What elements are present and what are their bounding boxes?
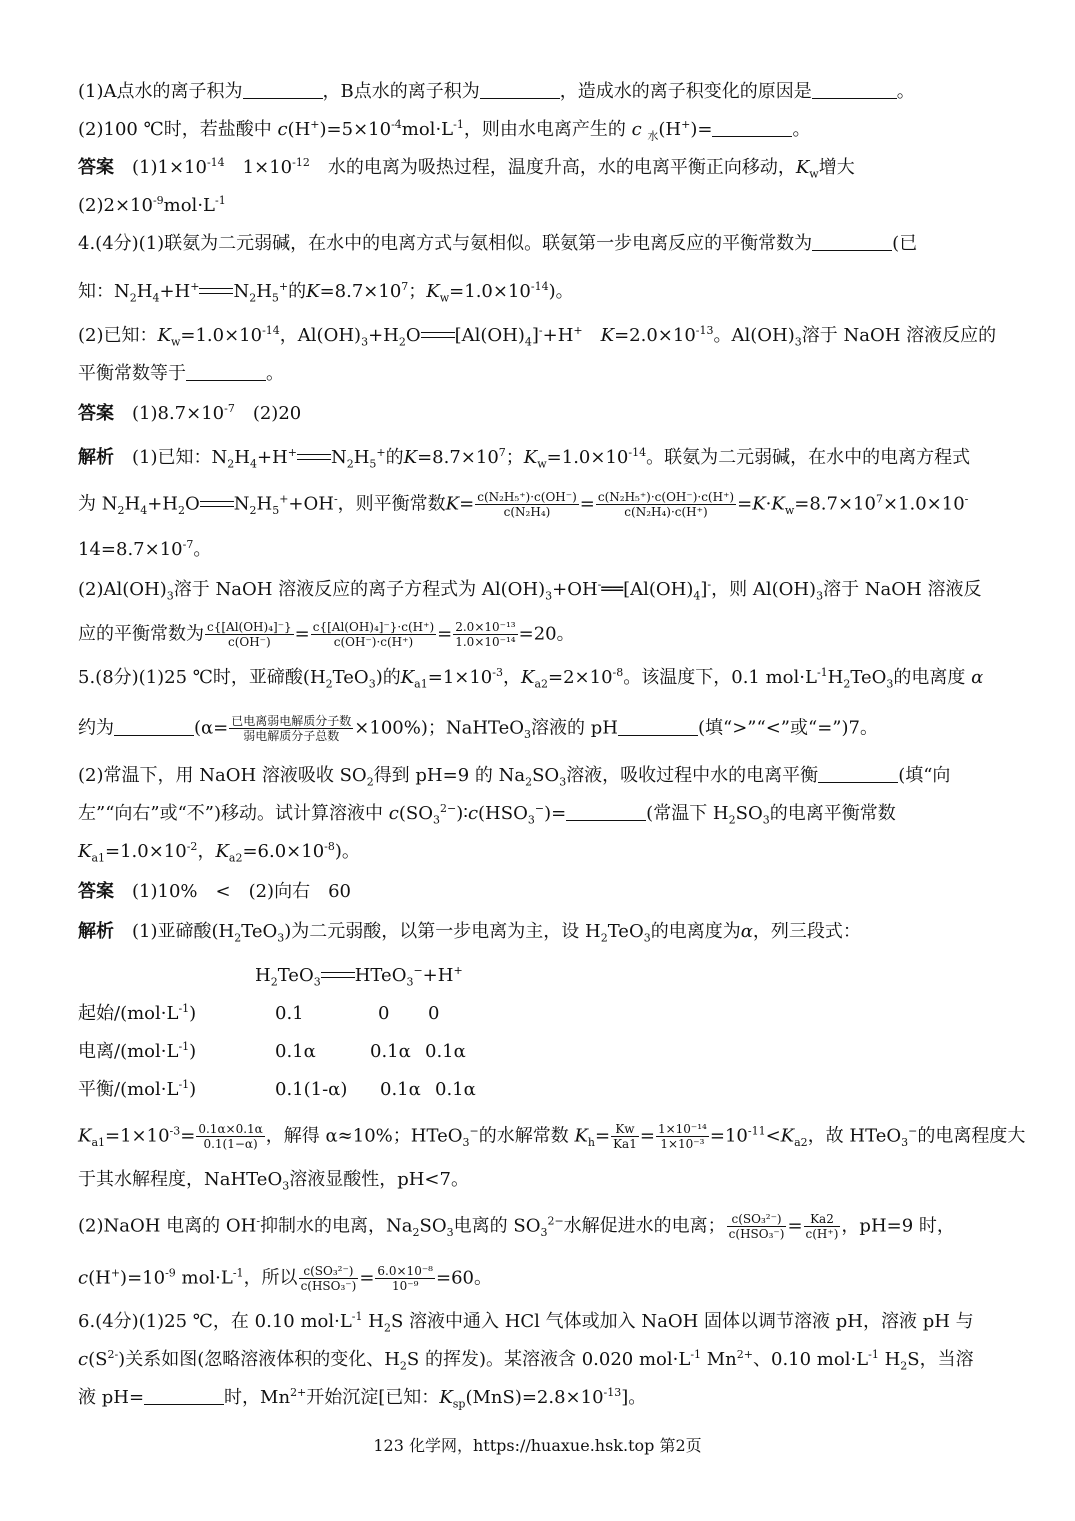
q4-part1-given: 知：$N_2H_4+H^+$ $N_2H_5^+$的$K=8.7\times 10^7$；$K_w=1.0\times 10^{-14}$)。 (78, 280, 574, 305)
q6-part1: 6.(4分)(1)25 ℃，在 0.10 $mol\cdot L^{-1}$ $H_2S$ 溶液中通入 HCl 气体或加入 NaOH 固体以调节溶液 pH，溶液 pH 与 (78, 1310, 974, 1335)
fraction: $\frac{\text{2.0×10⁻¹³}}{\text{1.0×10⁻¹⁴}}$ (455, 620, 516, 649)
answer-blank (566, 802, 646, 821)
q5-table-row-equilibrium: 平衡$/(mol\cdot L^{-1})$ 0.1(1-α) 0.1α 0.1α (78, 1078, 476, 1100)
fraction: $\frac{\text{6.0×10⁻⁸}}{\text{10⁻⁹}}$ (377, 1264, 433, 1293)
q3-part1: (1)A点水的离子积为 ，B点水的离子积为 ，造成水的离子积变化的原因是 。 (78, 81, 915, 102)
answer-blank (480, 80, 560, 99)
fraction: $\frac{0.1\alpha\times 0.1\alpha}{0.1(1-\alpha)}$ (198, 1122, 263, 1151)
fraction: $\frac{\text{已电离弱电解质分子数}}{\text{弱电解质分子总数}}$ (231, 714, 352, 743)
fraction: $\frac{\text{c(SO₃²⁻)}}{\text{c(HSO₃⁻)}}$ (728, 1212, 785, 1241)
fraction: $\frac{\text{c\{[Al(OH)₄]⁻\}}}{c(OH^-)}$ (207, 620, 292, 649)
page-footer: 123 化学网，https://huaxue.hsk.top 第2页 (373, 1436, 702, 1455)
q3-answer: 答案 $(1)1\times 10^{-14}$ $1\times 10^{-12}$ 水的电离为吸热过程，温度升高，水的电离平衡正向移动，$K_w$增大 (78, 156, 855, 181)
q3-part2: (2)100 ℃时，若盐酸中 $c(H^+)=5\times 10^{-4}mol\cdot L^{-1}$，则由水电离产生的 c $_水$(H+)= 。 (78, 118, 811, 143)
q4-part2: (2)已知：$K_w=1.0\times 10^{-14}$，$Al(OH)_3+H_2O$ $[Al(OH)_4]^-+H^+$ $K=2.0\times 10^{-13}$。$Al(OH)_3$溶于 NaOH 溶液反应的 (78, 324, 997, 349)
q5-part2-c: $K_{a1}=1.0\times 10^{-2}$，$K_{a2}=6.0\times 10^{-8}$)。 (78, 840, 360, 865)
answer-blank (812, 80, 897, 99)
q5-table-row-initial: 起始$/(mol\cdot L^{-1})$ 0.1 0 0 (78, 1002, 440, 1024)
q5-part2: (2)常温下，用 NaOH 溶液吸收 $SO_2$得到 pH=9 的 $Na_2SO_3$溶液，吸收过程中水的电离平衡 (填“向 (78, 765, 951, 789)
fraction: $\frac{\text{c(N₂H₅⁺)·c(OH⁻)·c(H⁺)}}{\text{c(N₂H₄)·c(H⁺)}}$ (597, 490, 735, 519)
q5-table-row-ionized: 电离$/(mol\cdot L^{-1})$ 0.1α 0.1α 0.1α (78, 1040, 466, 1062)
answer-blank (186, 362, 266, 381)
q5-analysis-2: 于其水解程度，NaHTeO$_3$溶液显酸性，pH<7。 (78, 1169, 469, 1193)
q4-answer: 答案 $(1)8.7\times 10^{-7}$ (2)20 (78, 402, 302, 424)
fraction: $\frac{\text{c(SO₃²⁻)}}{\text{c(HSO₃⁻)}}$ (300, 1264, 357, 1293)
answer-blank (812, 232, 892, 251)
q4-analysis-1: 解析 (1)已知：$N_2H_4+H^+$ $N_2H_5^+$的$K=8.7\times 10^7$；$K_w=1.0\times 10^{-14}$。联氨为二元弱碱，在水中的电离方程式 (78, 446, 971, 471)
q4-analysis-3: $14=8.7\times 10^{-7}$。 (78, 538, 212, 560)
q3-answer-2: $(2)2\times 10^{-9}mol\cdot L^{-1}$ (78, 194, 226, 216)
answer-blank (144, 1386, 224, 1405)
q4-analysis-2: 为 $N_2H_4+H_2O$ $N_2H_5^++OH^-$，则平衡常数K= $\frac{\text{c(N₂H₅⁺)·c(OH⁻)}}{\text{c(N₂H₄)}}$ = $\frac{\text{c(N₂H₅⁺)·c(OH⁻)·c(H⁺)}}{\text{c(N₂H₄)·c(H⁺)}}$ $=K\cdot K_w=8.7\times 10^7\times 1.0\times 10^-$ (78, 490, 969, 519)
fraction: $\frac{\text{c(N₂H₅⁺)·c(OH⁻)}}{\text{c(N₂H₄)}}$ (477, 490, 577, 519)
q5-analysis-1: 解析 (1)亚碲酸$(H_2TeO_3)$为二元弱酸，以第一步电离为主，设 $H_2TeO_3$的电离度为α，列三段式： (78, 921, 861, 945)
fraction: $\frac{\text{c\{[Al(OH)₄]⁻\}·c(H⁺)}}{c(OH^-)\cdot c(H^+)}$ (312, 620, 435, 649)
q5-part2-b: 左”“向右”或“不”)移动。试计算溶液中 $c(SO_3^{2-})∶c(HSO_3^-)=$ (常温下 $H_2SO_3$的电离平衡常数 (78, 802, 896, 827)
q4-part1: 4.(4分)(1)联氨为二元弱碱，在水中的电离方式与氨相似。联氨第一步电离反应的平衡常数为 (已 (78, 233, 918, 254)
answer-blank (712, 118, 792, 137)
q5-analysis-3: (2)NaOH 电离的 OH-抑制水的电离，$Na_2SO_3$电离的 $SO_3^{2-}$水解促进水的电离； $\frac{\text{c(SO₃²⁻)}}{\text{c(HSO₃⁻)}}$ = $\frac{Ka2}{c(H^+)}$ ，pH=9 时， (78, 1212, 955, 1241)
q5-analysis-4: $c(H^+)=10^{-9}$ $mol\cdot L^{-1}$，所以 $\frac{\text{c(SO₃²⁻)}}{\text{c(HSO₃⁻)}}$ = $\frac{\text{6.0×10⁻⁸}}{\text{10⁻⁹}}$ =60。 (78, 1264, 492, 1293)
answer-blank (818, 764, 898, 783)
equilibrium-arrow (200, 498, 234, 512)
equilibrium-arrow (321, 969, 355, 983)
q4-analysis-5: 应的平衡常数为 $\frac{\text{c\{[Al(OH)₄]⁻\}}}{c(OH^-)}$ = $\frac{\text{c\{[Al(OH)₄]⁻\}·c(H⁺)}}{c(OH^-)\cdot c(H^+)}$ = $\frac{\text{2.0×10⁻¹³}}{\text{1.0×10⁻¹⁴}}$ =20。 (78, 620, 575, 649)
answer-blank (114, 717, 194, 736)
answer-blank (243, 80, 323, 99)
fraction: $\frac{\text{1×10⁻¹⁴}}{\text{1×10⁻³}}$ (657, 1122, 707, 1151)
equilibrium-arrow (297, 451, 331, 465)
fraction: $\frac{Ka2}{c(H^+)}$ (805, 1212, 839, 1241)
q5-analysis-ka1: $K_{a1}=1\times 10^{-3}=$ $\frac{0.1\alpha\times 0.1\alpha}{0.1(1-\alpha)}$ ，解得 α≈10%；HTeO$_3$−的水解常数 $K_h=$ $\frac{Kw}{Ka1}$ = $\frac{\text{1×10⁻¹⁴}}{\text{1×10⁻³}}$ $=10^{-11}<K_{a2}$，故 HTeO$_3$−的电离程度大 (78, 1122, 1026, 1151)
answer-blank (618, 717, 698, 736)
q5-part1-b: 约为 (α= $\frac{\text{已电离弱电解质分子数}}{\text{弱电解质分子总数}}$ ×100%)；NaHTeO$_3$溶液的 pH (填“>”“<”或“=”)7。 (78, 714, 878, 743)
equilibrium-arrow (199, 285, 233, 299)
q5-equation: $H_2TeO_3$ HTeO$_3$−+H+ (255, 964, 463, 989)
q5-answer: 答案 (1)10% < (2)向右 60 (78, 881, 351, 902)
fraction: $\frac{Kw}{Ka1}$ (613, 1122, 637, 1151)
q4-analysis-4: $(2)Al(OH)_3$溶于 NaOH 溶液反应的离子方程式为 $Al(OH)_3+OH^-══[Al(OH)_4]^-$，则 $Al(OH)_3$溶于 NaOH 溶液反 (78, 578, 982, 603)
q6-part1-c: 液 pH= 时，$Mn^{2+}$开始沉淀[已知：$K_{sp}(MnS)=2.8\times 10^{-13}$]。 (78, 1386, 647, 1411)
q5-part1: 5.(8分)(1)25 ℃时，亚碲酸$(H_2TeO_3)$的$K_{a1}=1\times 10^{-3}$，$K_{a2}=2\times 10^{-8}$。该温度下，0.1 $mol\cdot L^{-1}H_2TeO_3$的电离度 α (78, 666, 984, 691)
equilibrium-arrow (421, 329, 455, 343)
q4-part2-b: 平衡常数等于 。 (78, 363, 284, 384)
q6-part1-b: $c(S^{2-})$关系如图(忽略溶液体积的变化、$H_2S$ 的挥发)。某溶液含 0.020 $mol\cdot L^{-1}$ $Mn^{2+}$、0.10 $mol\cdot L^{-1}$ $H_2S$，当溶 (78, 1348, 974, 1373)
